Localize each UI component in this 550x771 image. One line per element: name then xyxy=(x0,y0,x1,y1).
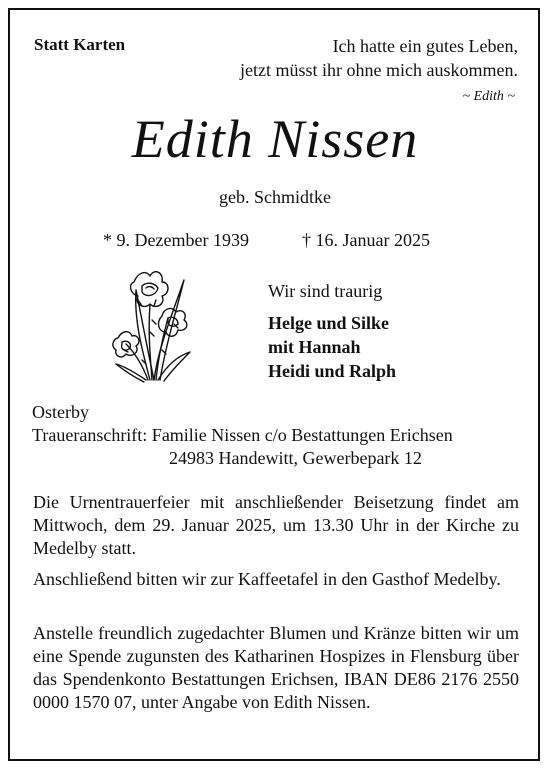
quote-signature: ~ Edith ~ xyxy=(462,89,515,104)
statt-karten-label: Statt Karten xyxy=(34,35,126,54)
mourners-intro: Wir sind traurig xyxy=(268,281,383,301)
death-date: † 16. Januar 2025 xyxy=(302,230,430,250)
mourners-list xyxy=(268,311,396,383)
deceased-name: Edith Nissen xyxy=(131,109,419,169)
epitaph-quote xyxy=(240,34,518,82)
mourner-line-1: Helge und Silke xyxy=(268,313,390,333)
address-block xyxy=(32,401,453,470)
address-place: Osterby xyxy=(32,402,89,422)
daffodil-illustration-icon xyxy=(112,260,198,386)
donation-paragraph: Anstelle freundlich zugedachter Blumen und Kränze bitten wir um eine Spende zugunsten des Katharinen Hospizes in Flensburg über das Spendenkonto Bestattungen Erichsen, IBAN DE86 2176 2550 0000 1570 07, unter Angabe von Edith Nissen. xyxy=(33,623,519,712)
coffee-paragraph: Anschließend bitten wir zur Kaffeetafel in den Gasthof Medelby. xyxy=(33,569,501,589)
mourner-line-3: Heidi und Ralph xyxy=(268,361,397,381)
address-line-1: Traueranschrift: Familie Nissen c/o Bestattungen Erichsen xyxy=(32,425,453,445)
maiden-name: geb. Schmidtke xyxy=(219,187,331,207)
quote-line-2: jetzt müsst ihr ohne mich auskommen. xyxy=(240,60,518,80)
address-line-2: 24983 Handewitt, Gewerbepark 12 xyxy=(169,448,422,468)
mourner-line-2: mit Hannah xyxy=(268,337,361,357)
birth-date: * 9. Dezember 1939 xyxy=(103,230,249,250)
ceremony-paragraph: Die Urnentrauerfeier mit anschließender Beisetzung findet am Mittwoch, dem 29. Januar 2025, um 13.30 Uhr in der Kirche zu Medelby statt. xyxy=(33,492,519,558)
quote-line-1: Ich hatte ein gutes Leben, xyxy=(332,36,518,56)
